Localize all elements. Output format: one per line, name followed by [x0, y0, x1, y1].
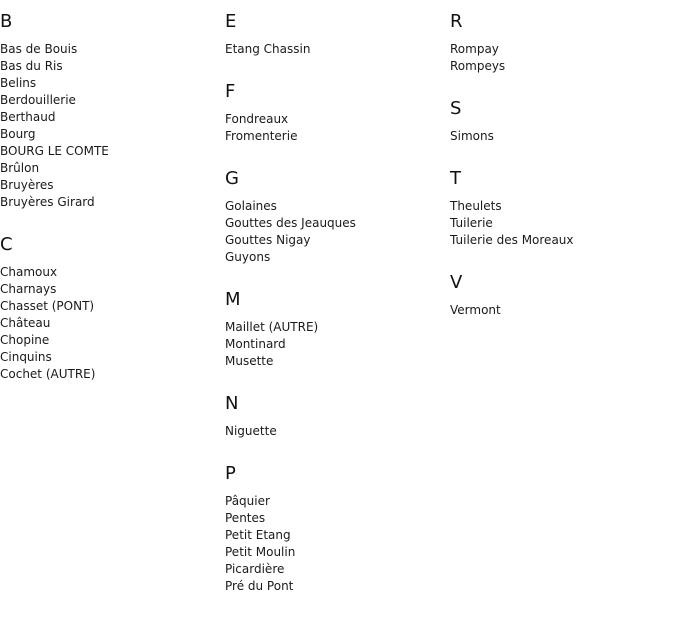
place-link[interactable]: Berdouillerie	[0, 93, 76, 107]
index-column-3	[450, 11, 675, 342]
letter-heading: E	[225, 11, 237, 32]
letter-heading: V	[450, 272, 463, 293]
place-list	[225, 493, 450, 595]
letter-group-p	[225, 463, 450, 595]
place-link[interactable]: Bruyères Girard	[0, 195, 95, 209]
place-link[interactable]: Rompeys	[450, 59, 506, 73]
letter-group-g	[225, 168, 450, 266]
letter-heading: P	[225, 463, 236, 484]
place-list	[0, 41, 225, 211]
letter-heading: T	[450, 168, 461, 189]
place-link[interactable]: Charnays	[0, 282, 57, 296]
place-list	[450, 41, 675, 75]
place-link[interactable]: Bas de Bouis	[0, 42, 78, 56]
place-link[interactable]: Etang Chassin	[225, 42, 311, 56]
place-link[interactable]: Golaines	[225, 199, 277, 213]
place-link[interactable]: Petit Moulin	[225, 545, 296, 559]
letter-heading: R	[450, 11, 463, 32]
place-link[interactable]: Bas du Ris	[0, 59, 63, 73]
place-link[interactable]: Chopine	[0, 333, 50, 347]
letter-group-c	[0, 234, 225, 383]
letter-group-t	[450, 168, 675, 249]
letter-heading: C	[0, 234, 13, 255]
place-link[interactable]: Pré du Pont	[225, 579, 294, 593]
place-link[interactable]: Guyons	[225, 250, 271, 264]
letter-heading: M	[225, 289, 241, 310]
place-link[interactable]: Cinquins	[0, 350, 52, 364]
place-link[interactable]: Rompay	[450, 42, 499, 56]
place-list	[225, 41, 450, 58]
place-link[interactable]: Maillet (AUTRE)	[225, 320, 319, 334]
index-column-2	[225, 11, 450, 618]
letter-heading: G	[225, 168, 239, 189]
place-link[interactable]: Musette	[225, 354, 274, 368]
place-list	[225, 198, 450, 266]
place-link[interactable]: Niguette	[225, 424, 277, 438]
place-list	[225, 423, 450, 440]
letter-group-b	[0, 11, 225, 211]
place-link[interactable]: Gouttes des Jeauques	[225, 216, 356, 230]
place-list	[450, 302, 675, 319]
place-link[interactable]: Fondreaux	[225, 112, 289, 126]
place-link[interactable]: BOURG LE COMTE	[0, 144, 109, 158]
letter-heading: N	[225, 393, 239, 414]
place-list	[450, 128, 675, 145]
place-link[interactable]: Gouttes Nigay	[225, 233, 311, 247]
letter-heading: S	[450, 98, 462, 119]
place-list	[0, 264, 225, 383]
place-link[interactable]: Vermont	[450, 303, 501, 317]
letter-group-e	[225, 11, 450, 58]
place-link[interactable]: Belins	[0, 76, 37, 90]
place-link[interactable]: Petit Etang	[225, 528, 291, 542]
place-link[interactable]: Tuilerie	[450, 216, 493, 230]
place-link[interactable]: Berthaud	[0, 110, 56, 124]
place-link[interactable]: Simons	[450, 129, 494, 143]
place-link[interactable]: Montinard	[225, 337, 286, 351]
place-list	[225, 111, 450, 145]
place-link[interactable]: Pentes	[225, 511, 266, 525]
letter-group-f	[225, 81, 450, 145]
letter-heading: F	[225, 81, 236, 102]
place-link[interactable]: Chamoux	[0, 265, 58, 279]
letter-group-v	[450, 272, 675, 319]
place-link[interactable]: Chasset (PONT)	[0, 299, 95, 313]
letter-group-m	[225, 289, 450, 370]
place-link[interactable]: Bourg	[0, 127, 36, 141]
place-link[interactable]: Cochet (AUTRE)	[0, 367, 96, 381]
place-link[interactable]: Bruyères	[0, 178, 54, 192]
place-link[interactable]: Pâquier	[225, 494, 270, 508]
place-link[interactable]: Brûlon	[0, 161, 40, 175]
index-column-1	[0, 11, 225, 406]
place-list	[450, 198, 675, 249]
place-list	[225, 319, 450, 370]
place-link[interactable]: Picardière	[225, 562, 285, 576]
letter-heading: B	[0, 11, 13, 32]
place-link[interactable]: Theulets	[450, 199, 502, 213]
letter-group-s	[450, 98, 675, 145]
place-link[interactable]: Tuilerie des Moreaux	[450, 233, 574, 247]
place-link[interactable]: Fromenterie	[225, 129, 298, 143]
letter-group-r	[450, 11, 675, 75]
letter-group-n	[225, 393, 450, 440]
place-link[interactable]: Château	[0, 316, 51, 330]
